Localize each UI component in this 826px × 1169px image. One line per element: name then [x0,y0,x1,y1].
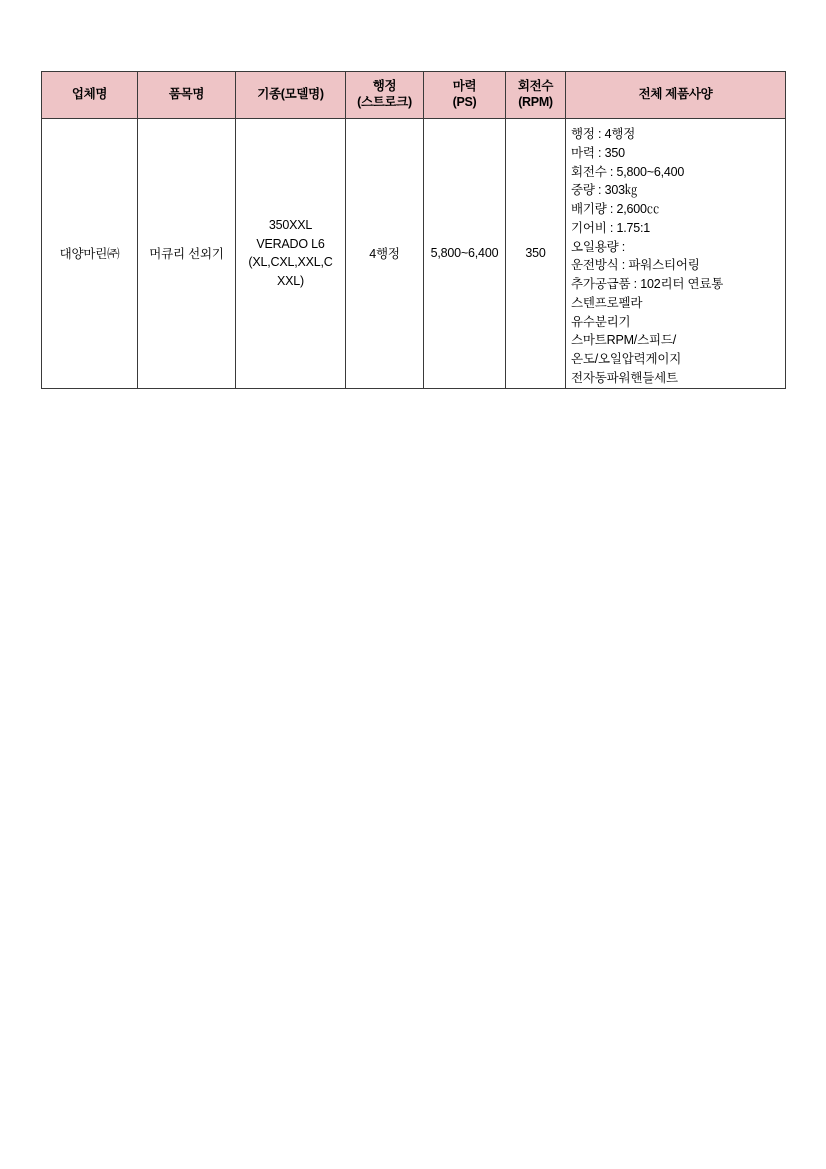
full-spec-line-6: 기어비 : 1.75:1 [571,220,650,235]
full-spec-line-5: 배기량 : 2,600㏄ [571,202,660,216]
column-header-item [138,72,236,119]
full-spec-line-7: 오일용량 : [571,239,626,254]
full-spec-line-12: 스마트RPM/스피드/ [571,333,676,348]
full-spec-line-11: 유수분리기 [571,314,631,329]
full-spec-line-3: 회전수 : 5,800~6,400 [571,164,685,179]
column-header-rpm-line1: 회전수 [517,79,554,94]
column-header-full-spec [566,72,786,119]
cell-model-line-3: (XL,CXL,XXL,C [248,255,333,270]
cell-model [236,119,346,389]
table-header-row [42,72,786,119]
cell-company: 대양마린㈜ [42,119,138,389]
column-header-company-line1: 업체명 [71,87,108,102]
product-spec-table [41,71,786,389]
cell-model-line-2: VERADO L6 [256,236,325,251]
cell-stroke: 4행정 [346,119,424,389]
cell-rpm: 350 [506,119,566,389]
full-spec-line-8: 운전방식 : 파워스티어링 [571,258,700,273]
table-row [42,119,786,389]
full-spec-line-13: 온도/오일압력게이지 [571,352,682,366]
column-header-model [236,72,346,119]
full-spec-line-2: 마력 : 350 [571,145,625,160]
column-header-rpm [506,72,566,119]
full-spec-line-1: 행정 : 4행정 [571,127,636,141]
column-header-power [424,72,506,119]
full-spec-line-4: 중량 : 303㎏ [571,183,638,198]
column-header-model-line1: 기종(모델명) [257,87,324,102]
column-header-rpm-line2: (RPM) [518,95,553,109]
column-header-stroke-line2: (스트로크) [357,95,412,109]
column-header-company [42,72,138,119]
full-spec-line-14: 전자동파워핸들세트 [571,370,678,385]
column-header-item-line1: 품목명 [168,87,205,102]
column-header-stroke [346,72,424,119]
cell-model-line-4: XXL) [277,274,304,288]
cell-power: 5,800~6,400 [424,119,506,389]
cell-item: 머큐리 선외기 [138,119,236,389]
cell-model-line-1: 350XXL [268,217,313,232]
table-header [42,72,786,119]
table-body [42,119,786,389]
column-header-power-line1: 마력 [452,79,477,94]
cell-full-spec [566,119,786,389]
full-spec-line-9: 추가공급품 : 102리터 연료통 [571,277,724,291]
column-header-power-line2: (PS) [452,95,477,109]
full-spec-line-10: 스텐프로펠라 [571,295,643,310]
column-header-full-spec-line1: 전체 제품사양 [638,87,713,102]
column-header-stroke-line1: 행정 [372,79,397,94]
